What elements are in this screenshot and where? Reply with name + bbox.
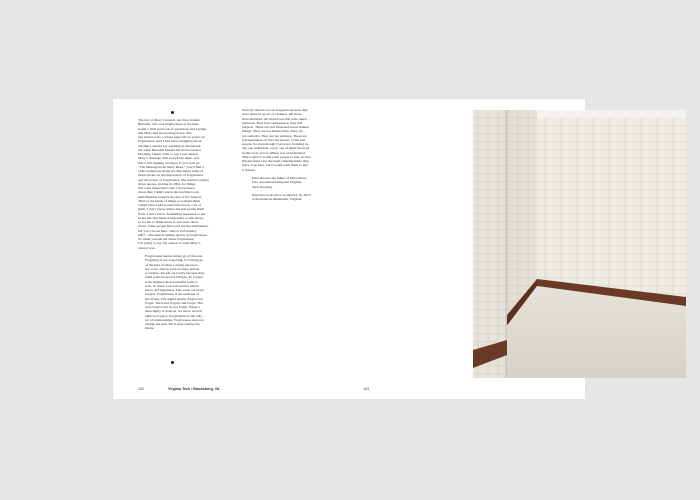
top-ornament-dot bbox=[171, 111, 174, 114]
middle-text-column bbox=[242, 108, 342, 206]
right-page bbox=[349, 99, 585, 399]
hallway-photo-drawing bbox=[473, 110, 686, 378]
interview-note: Interview took place on January 16, 2015, at his home in Annandale, Virginia. bbox=[252, 193, 312, 202]
book-spread bbox=[113, 99, 585, 399]
left-text-column bbox=[138, 118, 230, 335]
page-number: 102 bbox=[138, 387, 144, 391]
running-title: Virginia Tech / Blacksburg, VA bbox=[168, 387, 220, 391]
signature-note: Peter Read is the father of Mary Read, who was killed during the Virginia Tech shooting. bbox=[252, 176, 307, 189]
body-paragraph: The day of Mary’s funeral, her little brother Brendan, who was maybe three at the time, found a little red book of quotations and sayings that Mary had been jotting down. The last entries were a whole page full of quotes on forgiveness. And I had been struggling about whether I should say anything at the funeral, but when Brendan handed me that book that morning, I knew what to say. I just shared Mary’s message with everybody there, and that’s still rippling out there. If you look up “The Message from Mary Read,” you’ll find a video somebody made encompassing some of those quotes on the importance of forgiveness and the power of forgiveness. She started copying down quotes, starting in 2004, for things that were important to her. I never knew about this; I didn’t know she had this book until Brendan found it the day of her funeral. They’re the kinds of things you might think a high school girl would write down, a lot of them. I don’t know where she had gotten them from. I don’t know. Something happened to her in her life that made it important to talk about, or for her to think about it, and write those down. Some people have told me the attributions, but you can see here—this is in February 2007—she started writing quotes on forgiveness. So when you ask me about forgiveness, I’m going to say, my answer is what Mary’s answer was. bbox=[138, 118, 209, 250]
page-number: 103 bbox=[363, 387, 369, 391]
left-folio bbox=[138, 387, 220, 391]
bottom-ornament-dot bbox=[171, 361, 174, 364]
body-paragraph: Nobody should ever be forgotten because they were taken in an act of violence. All those lives mattered. All those lives that were taken mattered. They had consequence, they had purpose. These are real flesh-and-blood human beings. They are not abstractions. They are not statistics. They are not pictures. These are representations of the real person, of the real people. So even though you’re not focusing on any one individual, every one of them involved in this story you’re telling was an individual. That’s what it would want people to feel, in turn. (Please hand over the heart.) Intellectually they know it up here, but I would want them to feel it in here. bbox=[242, 108, 312, 172]
quote-paragraph: Forgiveness means letting go of the past. Forgiving is not forgetting; it’s letting go of the hurt. It takes a strong person to say sorry, and an even stronger person to forgive. People are lonely because they build walls instead of bridges. To forgive is the highest, most beautiful form of love. In return you will receive untold peace and happiness. The weak can never forgive. Forgiveness is the attribute of the strong. The stupid neither forgive nor forget. The naïve forgive and forget. The wise forgive but do not forget. When a deep injury is done us, we never recover until we forgive. Forgiveness is the only act of relationships. Forgiveness does not change the past, but it does enlarge the future. bbox=[145, 254, 205, 331]
right-folio bbox=[363, 387, 369, 391]
left-page bbox=[113, 99, 349, 399]
hallway-photo bbox=[473, 110, 686, 378]
